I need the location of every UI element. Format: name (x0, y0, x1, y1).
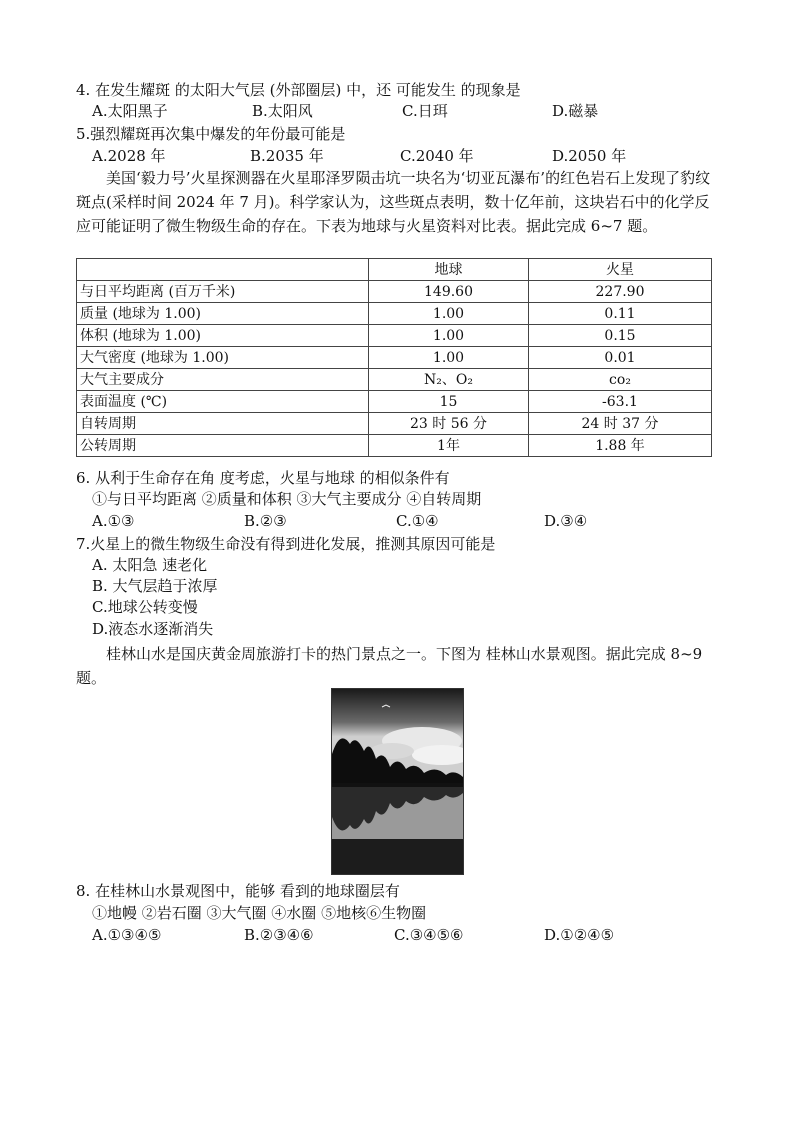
option-6a: A.①③ (92, 512, 135, 530)
question-5-options (92, 146, 626, 166)
question-8-options (92, 925, 614, 945)
table-cell: 0.01 (529, 347, 712, 369)
option-4d: D.磁暴 (552, 102, 599, 120)
passage-mars: 美国‘毅力号’火星探测器在火星耶泽罗陨击坑一块名为‘切亚瓦瀑布’的红色岩石上发现了豹纹斑点(采样时间 2024 年 7 月)。科学家认为，这些斑点表明，数十亿年前，这块岩石中的化学反应可能证明了微生物级生命的存在。下表为地球与火星资料对比表。据此完成 6~7 题。 (76, 169, 711, 235)
table-cell: 1.00 (369, 303, 529, 325)
table-row (77, 347, 712, 369)
table-cell: co₂ (529, 369, 712, 391)
table-cell: 1.00 (369, 347, 529, 369)
table-cell: 体积 (地球为 1.00) (77, 325, 369, 347)
question-5-stem: 5.强烈耀斑再次集中爆发的年份最可能是 (76, 125, 346, 143)
table-row (77, 281, 712, 303)
table-header-cell: 地球 (369, 259, 529, 281)
table-header-cell (77, 259, 369, 281)
question-6-stem: 6. 从利于生命存在角 度考虑，火星与地球 的相似条件有 (76, 469, 450, 487)
table-cell: 表面温度 (℃) (77, 391, 369, 413)
table-cell: 1.00 (369, 325, 529, 347)
question-6-options (92, 511, 587, 531)
table-cell: 1年 (369, 435, 529, 457)
option-8c: C.③④⑤⑥ (394, 926, 464, 944)
earth-mars-table (76, 258, 712, 457)
table-row (77, 303, 712, 325)
table-cell: 149.60 (369, 281, 529, 303)
option-4b: B.太阳风 (252, 102, 313, 120)
option-7d: D.液态水逐渐消失 (92, 620, 214, 638)
guilin-landscape-image (331, 688, 464, 875)
option-7c: C.地球公转变慢 (92, 598, 198, 616)
table-cell: 1.88 年 (529, 435, 712, 457)
table-cell: 与日平均距离 (百万千米) (77, 281, 369, 303)
option-8b: B.②③④⑥ (244, 926, 314, 944)
question-8-stem: 8. 在桂林山水景观图中，能够 看到的地球圈层有 (76, 882, 400, 900)
table-cell: 23 时 56 分 (369, 413, 529, 435)
table-cell: 15 (369, 391, 529, 413)
option-6b: B.②③ (244, 512, 287, 530)
table-cell: 自转周期 (77, 413, 369, 435)
table-row (77, 391, 712, 413)
table-cell: 质量 (地球为 1.00) (77, 303, 369, 325)
option-5d: D.2050 年 (552, 147, 627, 165)
option-7a: A. 太阳急 速老化 (92, 556, 208, 574)
option-6c: C.①④ (396, 512, 439, 530)
question-6-items: ①与日平均距离 ②质量和体积 ③大气主要成分 ④自转周期 (92, 490, 482, 508)
question-8-items: ①地幔 ②岩石圈 ③大气圈 ④水圈 ⑤地核⑥生物圈 (92, 904, 427, 922)
table-cell: N₂、O₂ (369, 369, 529, 391)
option-5a: A.2028 年 (92, 147, 166, 165)
table-cell: 大气主要成分 (77, 369, 369, 391)
table-row (77, 413, 712, 435)
table-row (77, 435, 712, 457)
option-5b: B.2035 年 (250, 147, 324, 165)
question-4-stem: 4. 在发生耀斑 的太阳大气层 (外部圈层) 中，还 可能发生 的现象是 (76, 81, 521, 99)
table-cell: 公转周期 (77, 435, 369, 457)
option-8d: D.①②④⑤ (544, 926, 615, 944)
table-cell: 227.90 (529, 281, 712, 303)
option-7b: B. 大气层趋于浓厚 (92, 577, 218, 595)
option-6d: D.③④ (544, 512, 588, 530)
option-8a: A.①③④⑤ (92, 926, 162, 944)
option-4c: C.日珥 (402, 102, 448, 120)
table-row (77, 325, 712, 347)
option-4a: A.太阳黑子 (92, 102, 168, 120)
table-cell: 大气密度 (地球为 1.00) (77, 347, 369, 369)
question-7-stem: 7.火星上的微生物级生命没有得到进化发展，推测其原因可能是 (76, 535, 496, 553)
option-5c: C.2040 年 (400, 147, 474, 165)
question-4-options (92, 101, 598, 121)
table-header-row (77, 259, 712, 281)
passage-guilin: 桂林山水是国庆黄金周旅游打卡的热门景点之一。下图为 桂林山水景观图。据此完成 8~9 题。 (76, 645, 703, 687)
table-cell: 0.15 (529, 325, 712, 347)
table-header-cell: 火星 (529, 259, 712, 281)
table-cell: -63.1 (529, 391, 712, 413)
table-cell: 24 时 37 分 (529, 413, 712, 435)
table-row (77, 369, 712, 391)
table-cell: 0.11 (529, 303, 712, 325)
